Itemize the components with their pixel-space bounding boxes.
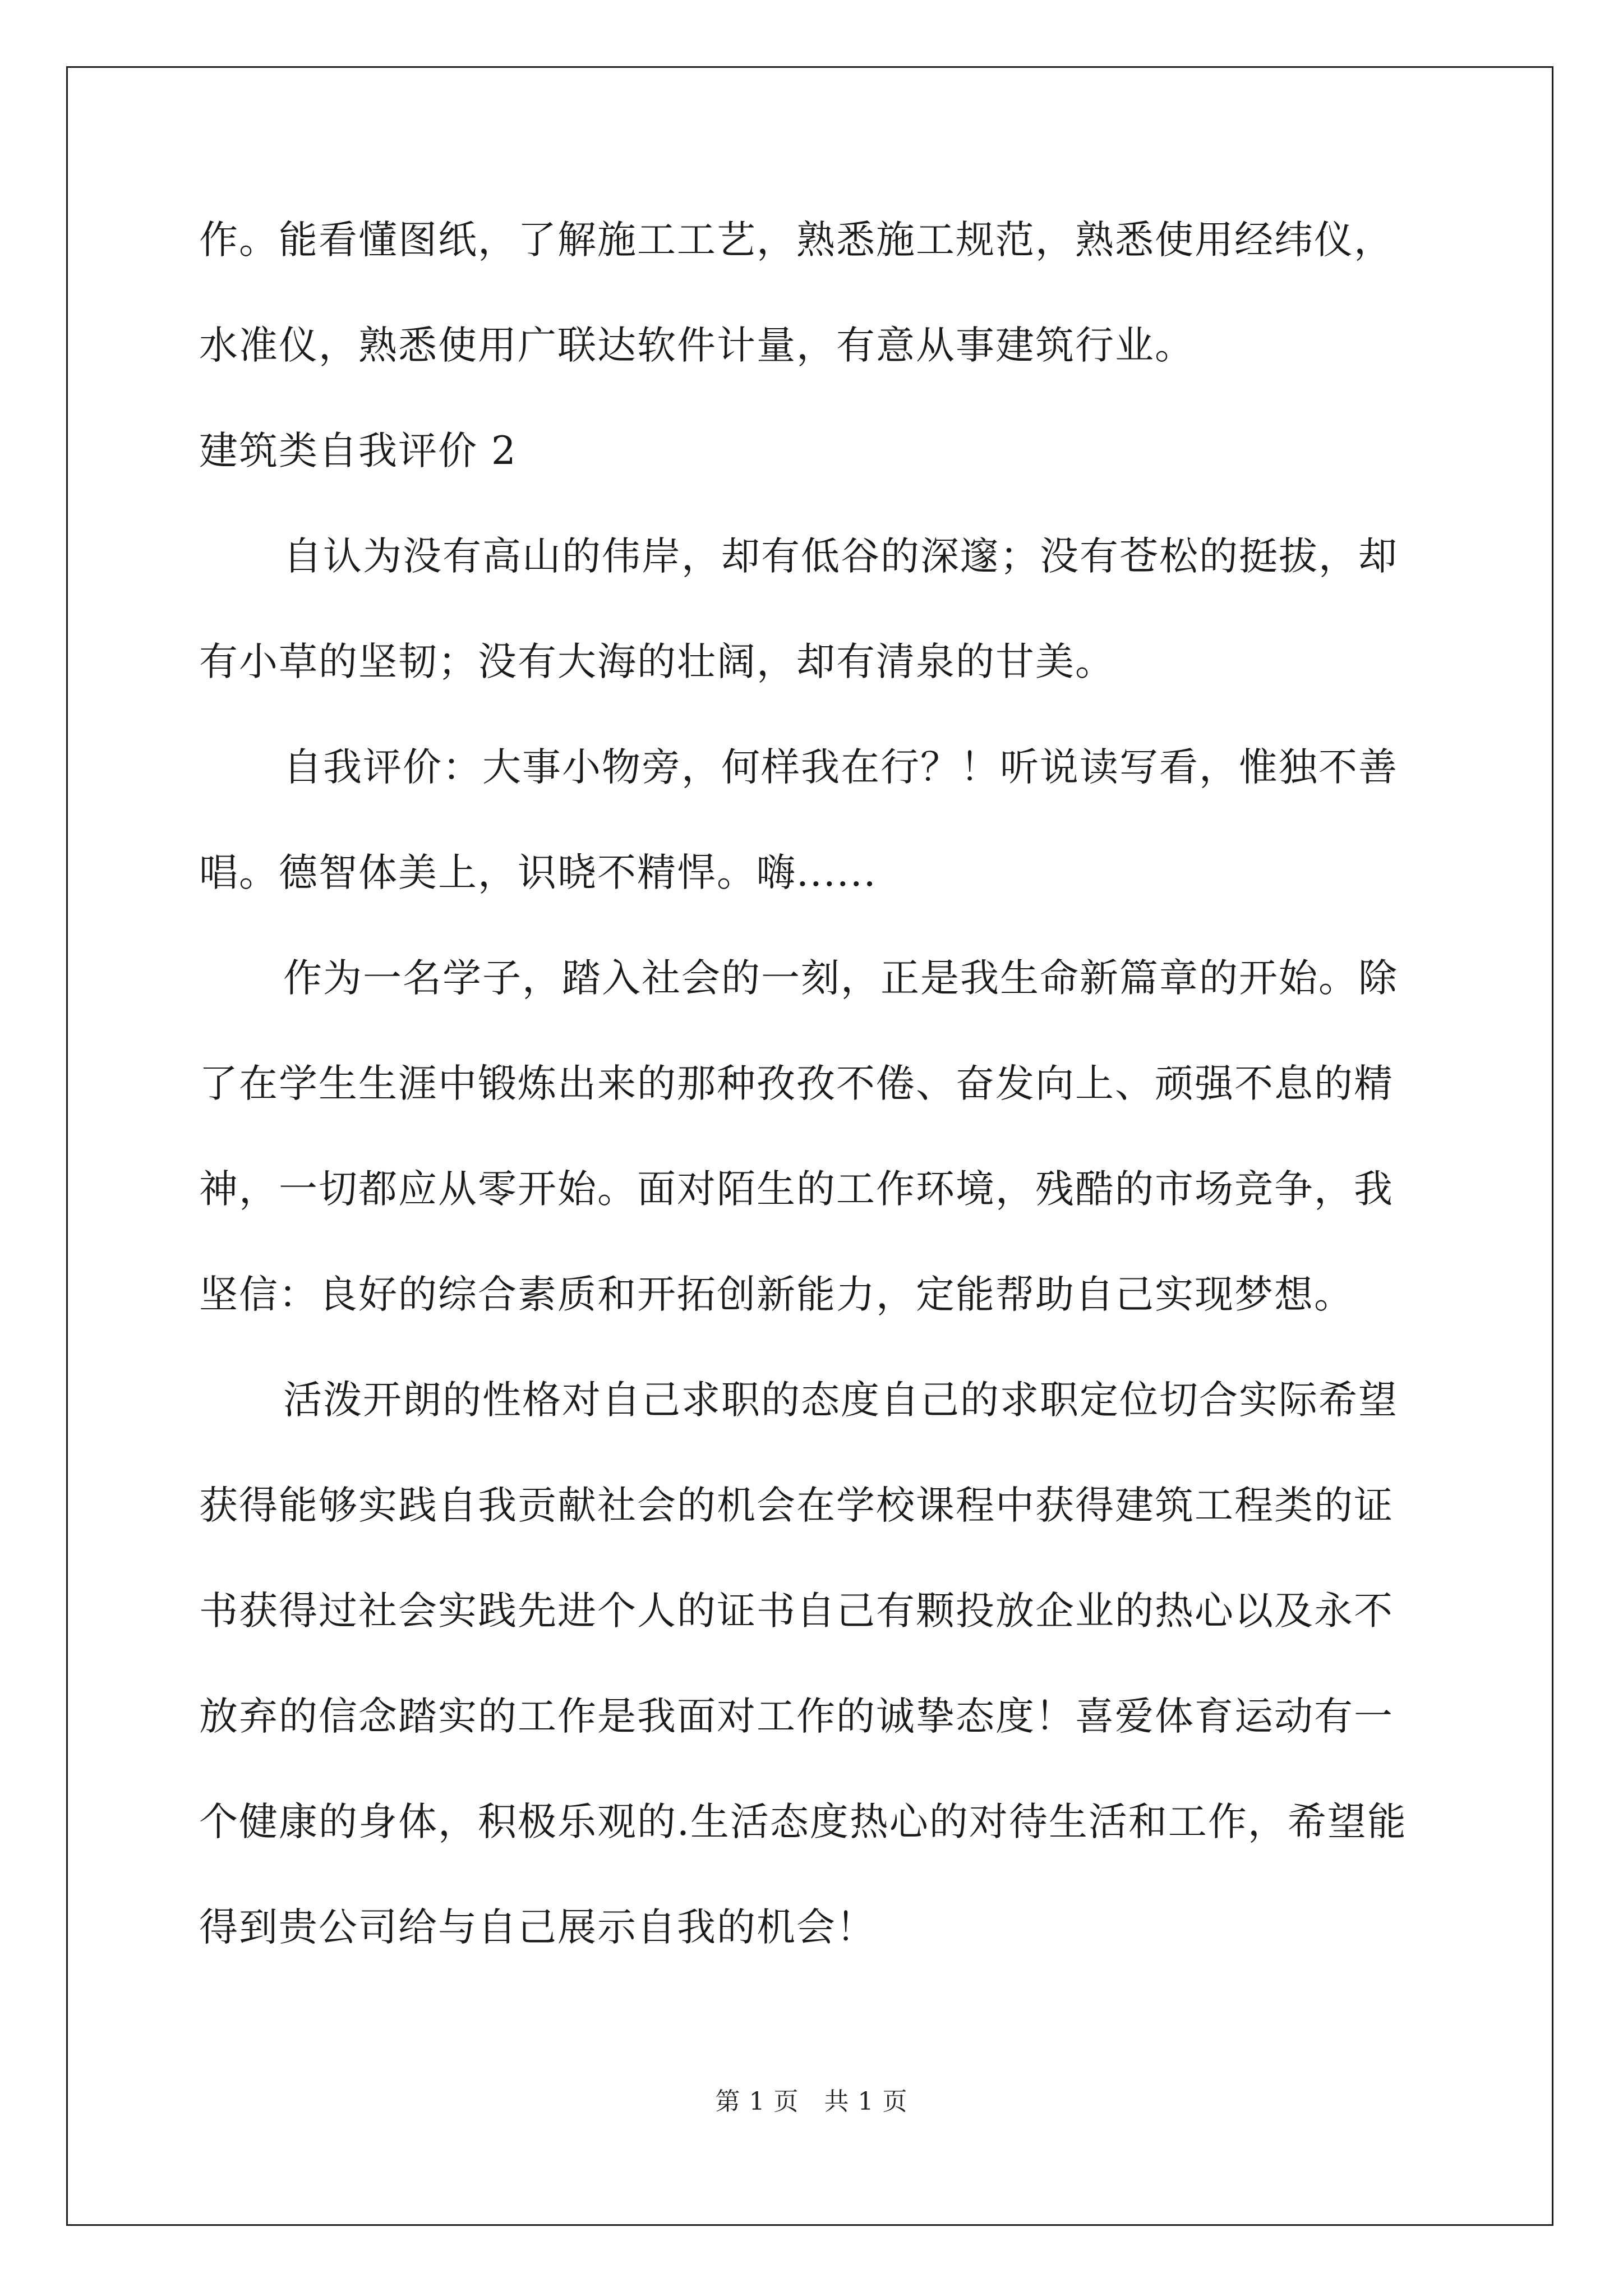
paragraph-line: 有小草的坚韧；没有大海的壮阔，却有清泉的甘美。: [199, 639, 1115, 684]
paragraph-line: 坚信：良好的综合素质和开拓创新能力，定能帮助自己实现梦想。: [199, 1272, 1354, 1317]
paragraph-line: 神，一切都应从零开始。面对陌生的工作环境，残酷的市场竞争，我: [199, 1167, 1394, 1212]
paragraph-line: 作为一名学子，踏入社会的一刻，正是我生命新篇章的开始。除: [283, 956, 1398, 1001]
section-heading: 建筑类自我评价 2: [199, 429, 517, 473]
paragraph-line: 个健康的身体，积极乐观的.生活态度热心的对待生活和工作，希望能: [199, 1800, 1407, 1844]
paragraph-line: 自认为没有高山的伟岸，却有低谷的深邃；没有苍松的挺拔，却: [283, 534, 1398, 579]
paragraph-line: 活泼开朗的性格对自己求职的态度自己的求职定位切合实际希望: [283, 1378, 1398, 1423]
paragraph-line: 作。能看懂图纸，了解施工工艺，熟悉施工规范，熟悉使用经纬仪，: [199, 218, 1394, 263]
paragraph-line: 放弃的信念踏实的工作是我面对工作的诚挚态度！喜爱体育运动有一: [199, 1694, 1394, 1739]
document-body: [199, 213, 1433, 1954]
paragraph-line: 自我评价：大事小物旁，何样我在行？！听说读写看，惟独不善: [283, 745, 1398, 790]
paragraph-line: 书获得过社会实践先进个人的证书自己有颗投放企业的热心以及永不: [199, 1589, 1394, 1634]
paragraph-line: 获得能够实践自我贡献社会的机会在学校课程中获得建筑工程类的证: [199, 1483, 1394, 1528]
page-number-footer: 第 1 页 共 1 页: [715, 2087, 908, 2116]
paragraph-line: 得到贵公司给与自己展示自我的机会！: [199, 1905, 876, 1950]
paragraph-line: 水准仪，熟悉使用广联达软件计量，有意从事建筑行业。: [199, 323, 1195, 368]
paragraph-line: 唱。德智体美上，识晓不精悍。嗨......: [199, 850, 877, 895]
paragraph-line: 了在学生生涯中锻炼出来的那种孜孜不倦、奋发向上、顽强不息的精: [199, 1061, 1394, 1106]
